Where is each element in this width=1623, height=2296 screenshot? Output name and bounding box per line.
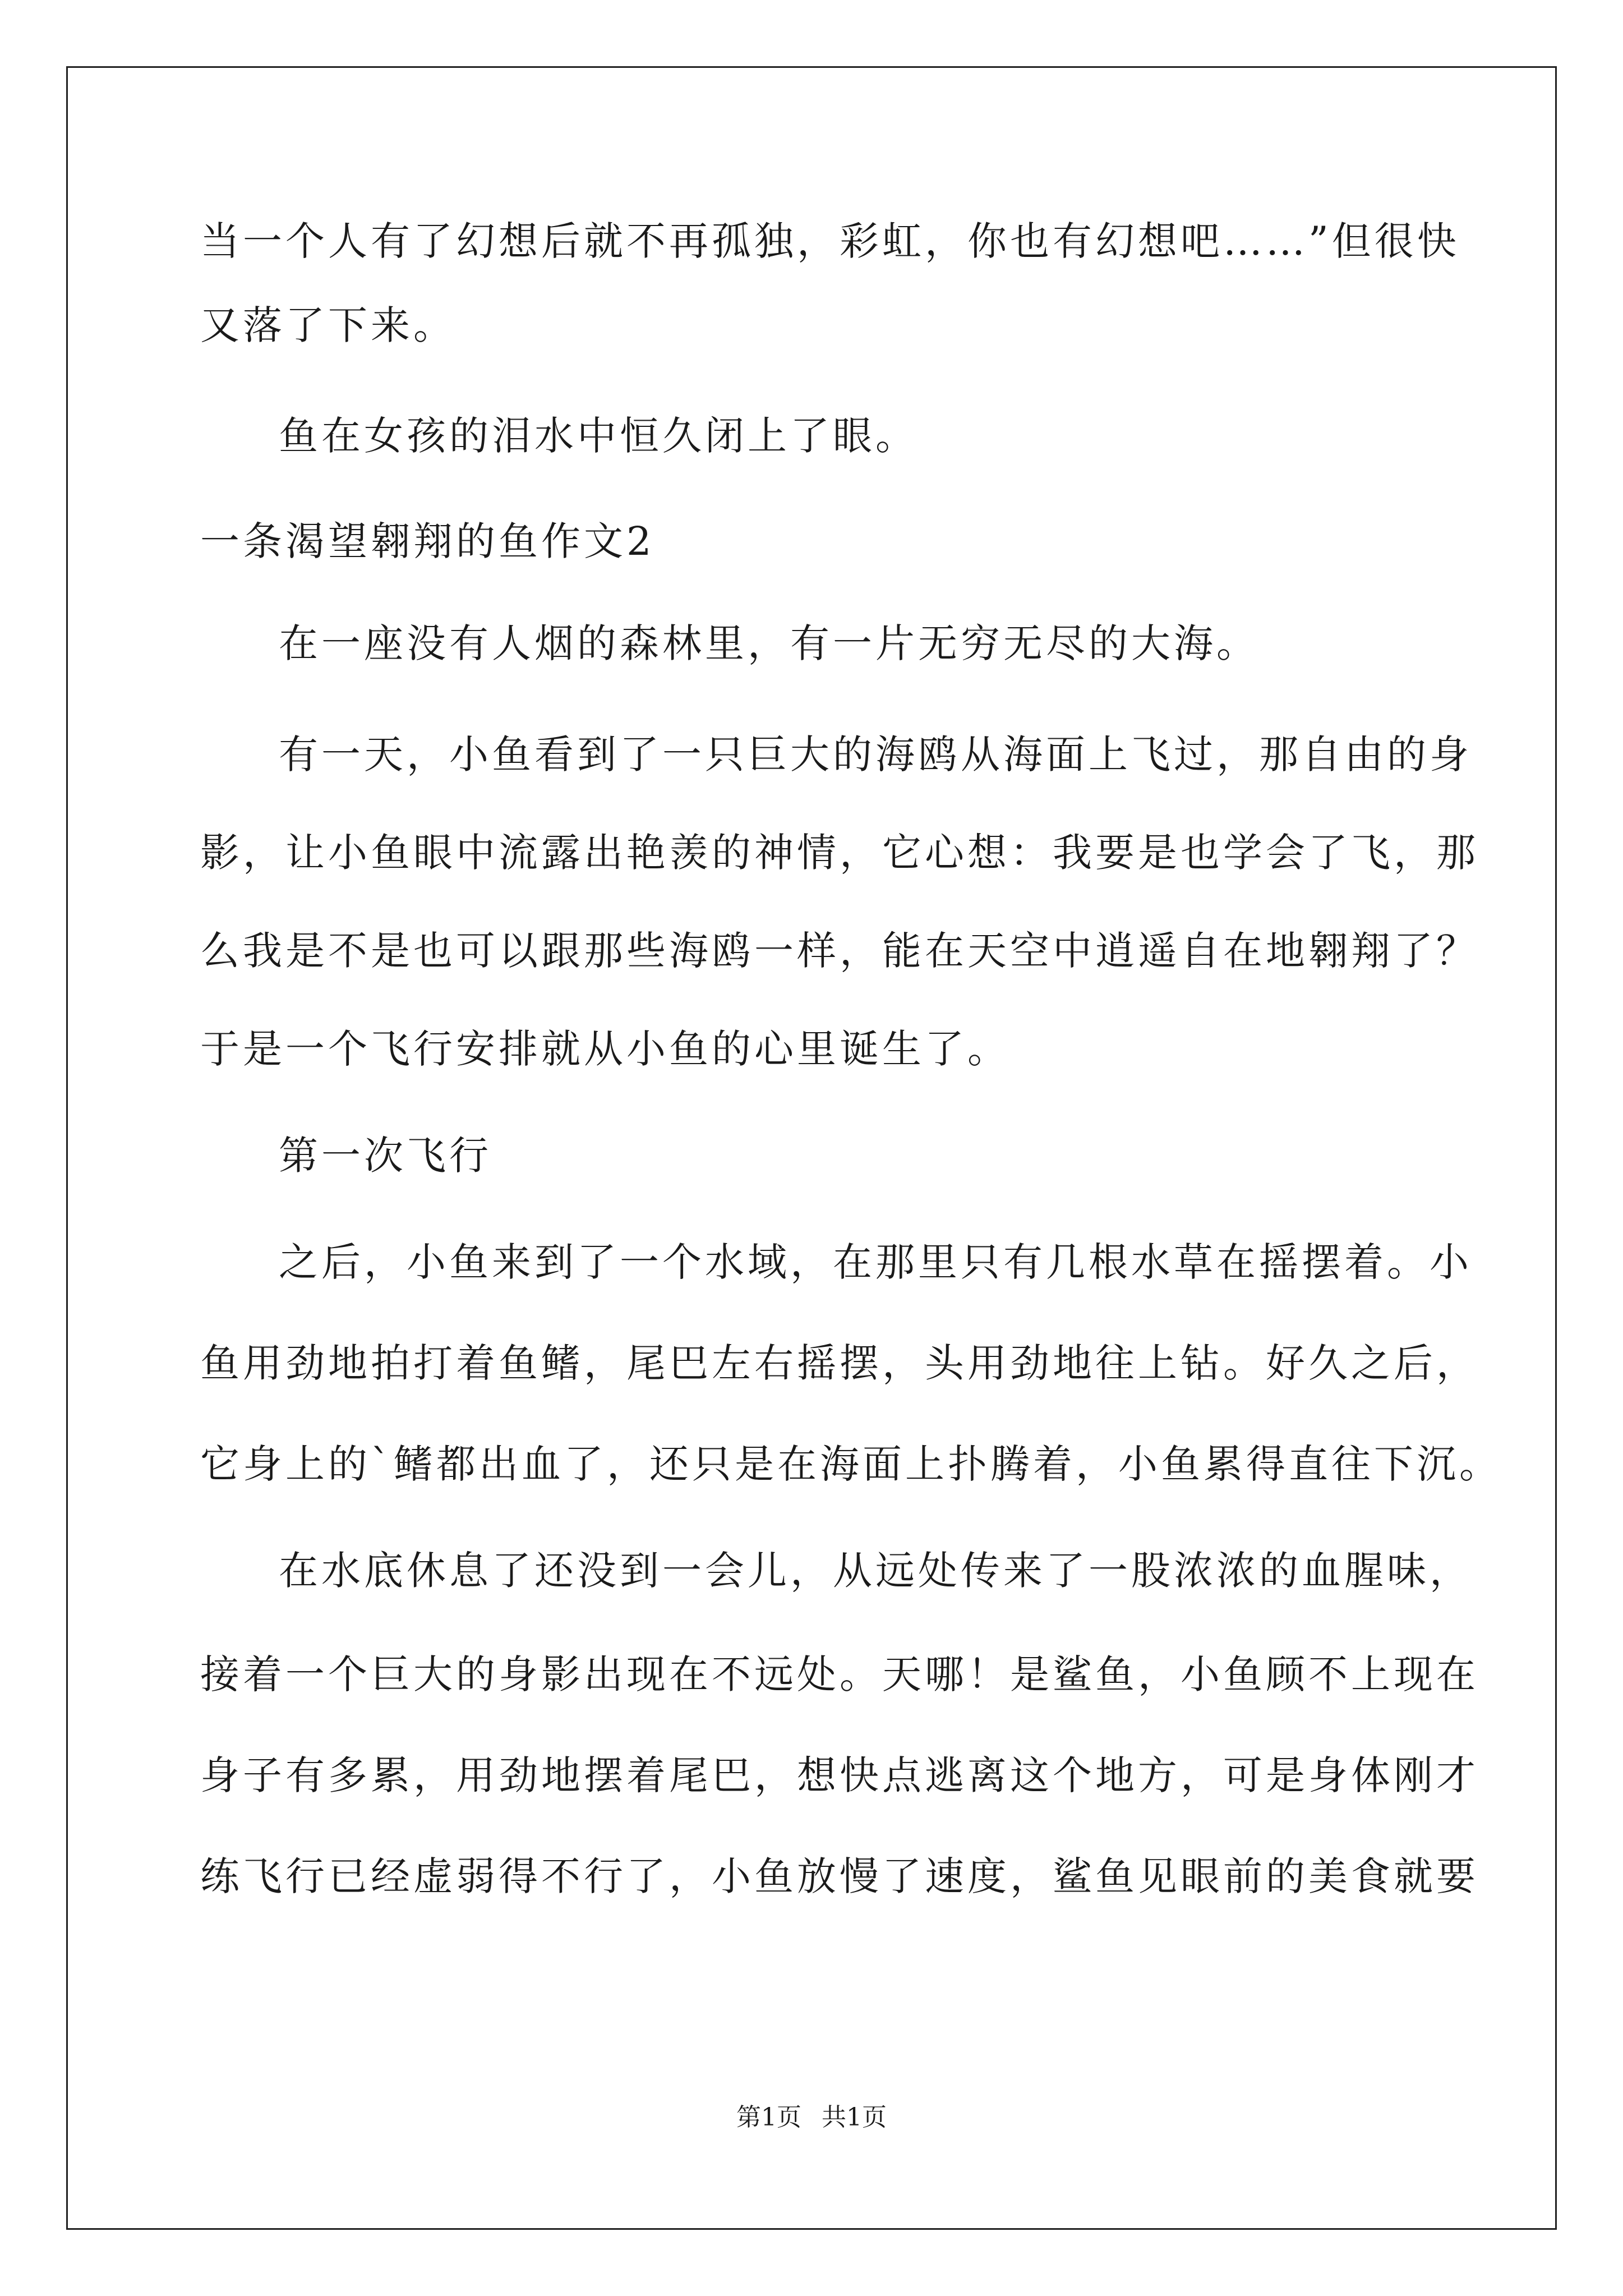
page-footer bbox=[0, 2101, 1623, 2134]
text-line: 有一天，小鱼看到了一只巨大的海鸥从海面上飞过，那自由的身 bbox=[279, 731, 1472, 777]
text-line: 鱼用劲地拍打着鱼鳍，尾巴左右摇摆，头用劲地往上钻。好久之后， bbox=[200, 1340, 1479, 1386]
text-line: 之后，小鱼来到了一个水域，在那里只有几根水草在摇摆着。小 bbox=[279, 1239, 1472, 1285]
page-total: 共1页 bbox=[822, 2103, 887, 2132]
text-line: 练飞行已经虚弱得不行了，小鱼放慢了速度，鲨鱼见眼前的美食就要 bbox=[200, 1853, 1479, 1899]
text-line: 第一次飞行 bbox=[279, 1133, 492, 1179]
text-line: 影，让小鱼眼中流露出艳羡的神情，它心想：我要是也学会了飞，那 bbox=[200, 830, 1479, 876]
text-line: 么我是不是也可以跟那些海鸥一样，能在天空中逍遥自在地翱翔了？ bbox=[200, 928, 1479, 974]
text-line: 接着一个巨大的身影出现在不远处。天哪！是鲨鱼，小鱼顾不上现在 bbox=[200, 1651, 1479, 1697]
page-number: 第1页 bbox=[736, 2103, 801, 2132]
text-line: 身子有多累，用劲地摆着尾巴，想快点逃离这个地方，可是身体刚才 bbox=[200, 1752, 1479, 1798]
text-line: 当一个人有了幻想后就不再孤独，彩虹，你也有幻想吧……”但很快 bbox=[200, 218, 1460, 264]
text-line: 它身上的`鳍都出血了，还只是在海面上扑腾着，小鱼累得直往下沉。 bbox=[200, 1441, 1502, 1487]
text-line: 在一座没有人烟的森林里，有一片无穷无尽的大海。 bbox=[279, 620, 1259, 666]
text-line: 在水底休息了还没到一会儿，从远处传来了一股浓浓的血腥味， bbox=[279, 1548, 1472, 1594]
section-heading: 一条渴望翱翔的鱼作文2 bbox=[200, 518, 655, 564]
text-line: 鱼在女孩的泪水中恒久闭上了眼。 bbox=[279, 413, 918, 459]
text-line: 于是一个飞行安排就从小鱼的心里诞生了。 bbox=[200, 1026, 1010, 1072]
text-line: 又落了下来。 bbox=[200, 302, 456, 348]
